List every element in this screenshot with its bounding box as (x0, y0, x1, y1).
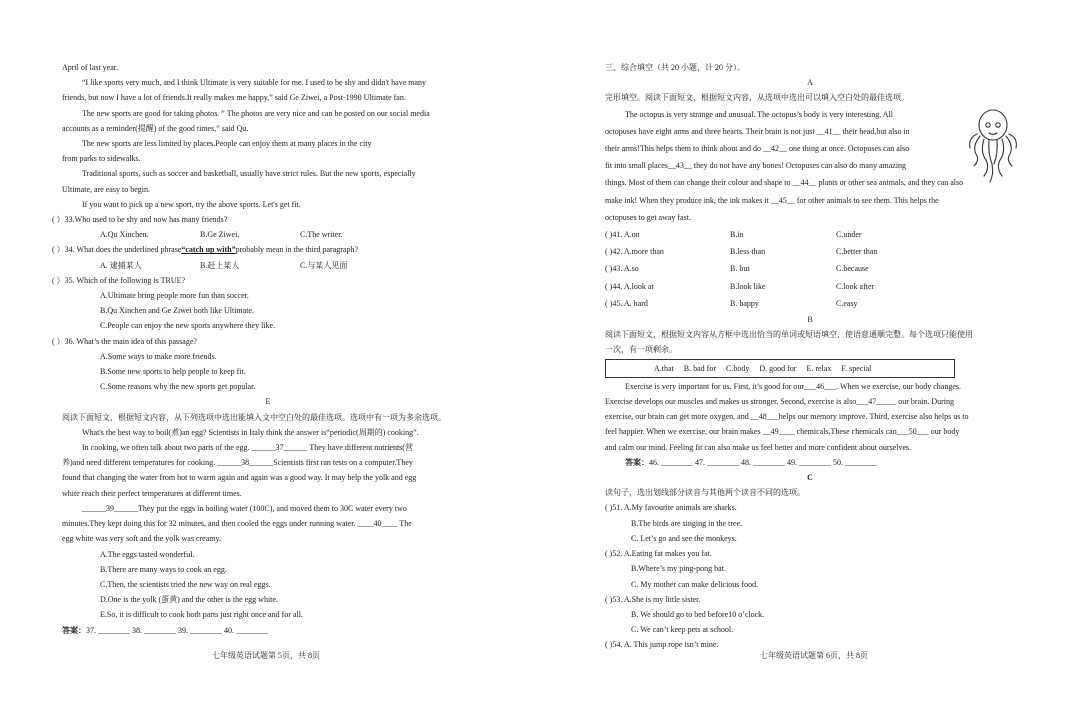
option-a: A. 逮捕某人 (100, 260, 142, 270)
section-e-heading: E (265, 397, 271, 407)
question-33: ( ）33.Who used to be shy and now has many friends? (52, 215, 228, 225)
passage-line: The new sports are good for taking photos. ” The photos are very nice and can be posted on our social media (82, 108, 430, 118)
word-option: C.body (726, 363, 750, 373)
passage-line: found that changing the water from hot to warm again and again was a good way. It may help the yolk and egg (62, 473, 417, 483)
section-3-title: 三、综合填空（共 20 小题，计 20 分）。 (605, 63, 745, 72)
passage-line: their arms!This helps them to think about and do __42__ one thing at once. Octopuses can also (605, 144, 910, 154)
left-page (52, 0, 474, 638)
word-bank-box (605, 359, 955, 378)
passage-line: octopuses have eight arms and three hearts. Their brain is not just __41__ their head,but also in (605, 126, 910, 136)
option-a: A.The eggs tasted wonderful. (100, 549, 195, 559)
passage-line: accounts as a reminder(提醒) of the good times,” said Qu. (62, 123, 249, 133)
option-c: C.look after (836, 281, 875, 291)
section-e-instructions: 阅读下面短文，根据短文内容，从下列选项中选出能填入文中空白处的最佳选项。选项中有一项为多余选项。 (62, 412, 446, 422)
option-c: C.because (836, 264, 869, 274)
passage-line: and calm our mind. Feeling fit can also make us feel better and more confident about ourselves. (605, 442, 912, 452)
passage-line: The octopus is very strange and unusual. The octopus’s body is very interesting. All (625, 109, 894, 119)
option-b: B. We should go to bed before10 o’clock. (631, 609, 765, 619)
option-b: B.less than (730, 247, 766, 257)
option-a: ( )45. A. hard (605, 298, 648, 308)
passage-line: ______39______They put the eggs in boiling water (100C), and moved them to 30C water every two (82, 503, 407, 513)
word-option: A.that (654, 363, 674, 373)
section-c-heading: C (807, 473, 813, 483)
option-c: C.Then, the scientists tried the new way on real eggs. (100, 579, 271, 589)
answer-label: 答案： (625, 457, 649, 467)
question-53: ( )53. A.She is my little sister. (605, 594, 701, 604)
page-footer-left: 七年级英语试题第 5页，共 8页 (212, 651, 320, 660)
passage-line: octopuses to get away fast. (605, 212, 691, 222)
octopus-illustration (966, 108, 1020, 188)
question-34 (52, 242, 474, 257)
option-c: C. Let’s go and see the monkeys. (631, 533, 737, 543)
passage-line: from parks to sidewalks. (62, 154, 141, 164)
option-a: A.Some ways to make more friends. (100, 351, 217, 361)
question-34-text-end: probably mean in the third paragraph? (235, 245, 359, 255)
passage-line: make ink! When they produce ink, the ink makes it __45__ for other animals to see them. This helps the (605, 195, 939, 205)
option-b: B.Where’s my ping-pong bat. (631, 564, 726, 574)
page-footer-right: 七年级英语试题第 6页，共 8页 (760, 651, 868, 660)
option-a: A.Qu Xinchen. (100, 230, 149, 240)
option-c: C.Some reasons why the new sports get popular. (100, 382, 256, 392)
option-c: C.easy (836, 298, 858, 308)
passage-line: 养)and need different temperatures for cooking. ______38______Scientists first ran tests on a computer.They (62, 458, 413, 468)
passage-line: fit into small places__43__ they do not have any bones! Octopuses can also do many amazing (605, 161, 907, 171)
passage-line: things. Most of them can change their colour and shape to __44__ plants or other sea animals, and they can also (605, 178, 964, 188)
passage-line: Ultimate, are easy to begin. (62, 184, 150, 194)
passage-line: egg white was very soft and the yolk was creamy. (62, 534, 221, 544)
option-b: B. but (730, 264, 750, 274)
option-b: B.Some new sports to help people to keep fit. (100, 367, 246, 377)
option-b: B.in (730, 230, 744, 240)
passage-line: What's the best way to boil(煮)an egg? Scientists in Italy think the answer is“periodic(周期的) cooking”. (82, 427, 419, 437)
option-c: C.与某人见面 (300, 260, 348, 270)
question-36: ( ）36. What’s the main idea of this passage? (52, 336, 197, 346)
answer-label: 答案： (62, 625, 86, 635)
option-c: C.People can enjoy the new sports anywhere they like. (100, 321, 276, 331)
option-e: E.So, it is difficult to cook both parts just right once and for all. (100, 610, 303, 620)
word-option: F. special (841, 363, 872, 373)
option-c: C.The writer. (300, 230, 343, 240)
section-a-heading: A (807, 78, 813, 88)
question-43 (605, 260, 1015, 277)
section-c-instructions: 读句子，选出划线部分读音与其他两个读音不同的选项。 (605, 488, 805, 498)
option-c: C. We can’t keep pets at school. (631, 625, 734, 635)
passage-line: white reach their perfect temperatures at different times. (62, 488, 242, 498)
question-44 (605, 278, 1015, 295)
passage-line: In cooking, we often talk about two parts of the egg. ______37______ They have different nutrients(营 (82, 443, 413, 453)
answer-row-e (62, 623, 474, 638)
answer-row-b (605, 455, 1015, 470)
right-page (605, 0, 1015, 653)
passage-line: Exercise is very important for us. First, it’s good for our___46___. When we exercise, our body changes. (625, 381, 961, 391)
option-b: B. happy (730, 298, 759, 308)
option-a: A.Ultimate bring people more fun than soccer. (100, 291, 249, 301)
option-a: ( )41. A.on (605, 230, 640, 240)
passage-line: friends, but now I have a lot of friends.It really makes me happy,” said Ge Ziwei, a Post-1990 Ultimate fan. (62, 93, 406, 103)
passage-line: Exercise develops our muscles and makes us stronger. Second, exercise is also___47_____ our brain. During (605, 397, 955, 407)
option-b: B.赶上某人 (200, 260, 240, 270)
question-52: ( )52. A.Eating fat makes you fat. (605, 549, 712, 559)
option-d: D.One is the yolk (蛋黄) and the other is the egg white. (100, 595, 278, 605)
option-a: ( )42. A.more than (605, 247, 664, 257)
section-b-instructions: 阅读下面短文，根据短文内容从方框中选出恰当的单词或短语填空，使语意通顺完整。每个选项只能使用 (605, 330, 973, 340)
option-c: C.under (836, 230, 862, 240)
answer-blanks: 37. ________ 38. ________ 39. ________ 40. ________ (86, 625, 268, 635)
question-34-options (62, 258, 474, 273)
option-c: C. My mother can make delicious food. (631, 579, 759, 589)
passage-line: Traditional sports, such as soccer and basketball, usually have strict rules. But the new sports, especially (82, 169, 416, 179)
question-33-options (62, 227, 474, 242)
option-a: ( )43. A.so (605, 264, 639, 274)
passage-line: feel happier. When we exercise, our brain makes __49____ chemicals.These chemicals can___50___ our body (605, 427, 960, 437)
section-a-instructions: 完形填空。阅读下面短文，根据短文内容，从选项中选出可以填入空白处的最佳选项。 (605, 93, 909, 103)
option-b: B.There are many ways to cook an egg. (100, 564, 227, 574)
question-51: ( )51. A.My favourite animals are sharks. (605, 503, 737, 513)
word-option: D. good for (759, 363, 797, 373)
passage-line: If you want to pick up a new sport, try the above sports. Let's get fit. (82, 199, 301, 209)
passage-line: April of last year. (62, 63, 118, 72)
word-option: E. relax (806, 363, 832, 373)
passage-line: exercise, our brain can get more oxygen, and __48___helps our memory improve. Third, exercise also helps us to (605, 412, 969, 422)
underlined-phrase: “catch up with” (181, 245, 236, 255)
question-45 (605, 295, 1015, 312)
option-b: B.look like (730, 281, 766, 291)
option-b: B.Ge Ziwei. (200, 230, 240, 240)
option-b: B.The birds are singing in the tree. (631, 518, 743, 528)
question-41 (605, 226, 1015, 243)
question-34-text: ( ）34. What does the underlined phrase (52, 245, 182, 255)
option-b: B.Qu Xinchen and Ge Ziwei both like Ultimate. (100, 306, 254, 316)
section-b-instructions: 一次，有一项剩余。 (605, 345, 677, 355)
passage-line: The new sports are less limited by places.People can enjoy them at many places in the city (82, 139, 372, 149)
word-option: B. bad for (683, 363, 716, 373)
passage-line: “I like sports very much, and I think Ultimate is very suitable for me. I used to be shy and didn't have many (82, 78, 427, 88)
answer-blanks: 46. ________ 47. ________ 48. ________ 49. ________ 50. ________ (649, 457, 877, 467)
question-35: ( ）35. Which of the following is TRUE? (52, 275, 186, 285)
question-54: ( )54. A. This jump rope isn’t mine. (605, 640, 719, 650)
question-42 (605, 243, 1015, 260)
option-c: C.better than (836, 247, 878, 257)
option-a: ( )44. A.look at (605, 281, 654, 291)
passage-line: minutes.They kept doing this for 32 minutes, and then cooled the eggs under running water. ____40____ The (62, 519, 412, 529)
section-b-heading: B (807, 315, 813, 325)
